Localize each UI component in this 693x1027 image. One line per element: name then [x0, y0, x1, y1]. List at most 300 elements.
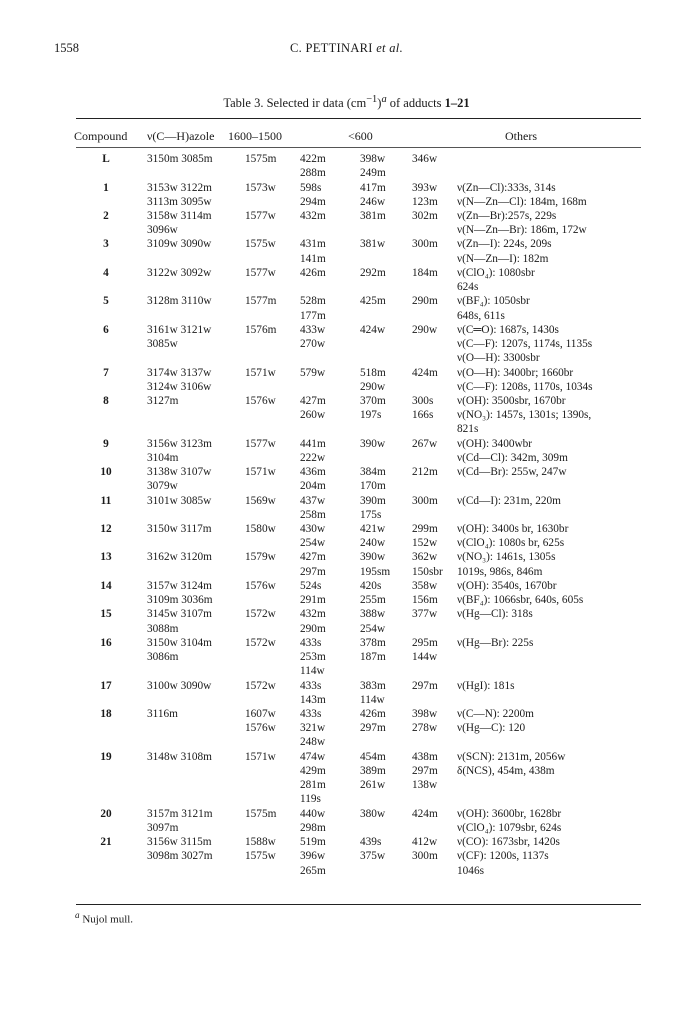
cell-c3: 377w [412, 608, 438, 621]
table-row [0, 465, 693, 480]
cell-azole: 3096w [147, 224, 178, 237]
cell-c3: 412w [412, 836, 438, 848]
table-row [0, 351, 693, 366]
cell-c1: 524s [300, 579, 322, 592]
cell-r1600: 1571w [245, 366, 276, 379]
cell-c2: 417m [360, 181, 386, 194]
cell-c1: 297m [300, 565, 326, 578]
cell-c1: 432m [300, 209, 326, 222]
caption-footnote-mark: a [381, 94, 387, 105]
cell-azole: 3124w 3106w [147, 380, 212, 393]
cell-r1600: 1576w [245, 579, 276, 592]
table-row [0, 636, 693, 651]
table-row [0, 166, 693, 181]
cell-c3: 212m [412, 466, 438, 479]
cell-others: ν(Cd—Cl): 342m, 309m [457, 451, 568, 464]
cell-c3: 144w [412, 651, 438, 663]
cell-c1: 433s [300, 636, 322, 649]
cell-c3: 297m [412, 764, 438, 777]
cell-c1: 291m [300, 594, 326, 607]
caption-prefix: Table 3. Selected ir data (cm [223, 96, 367, 111]
cell-compound: 9 [103, 437, 109, 450]
cell-r1600: 1579w [245, 551, 276, 564]
cell-c3: 424m [412, 807, 438, 820]
cell-c2: 420s [360, 579, 382, 592]
cell-r1600: 1588w [245, 836, 276, 848]
cell-c2: 390m [360, 494, 386, 507]
cell-c1: 427m [300, 394, 326, 407]
cell-others: 821s [457, 423, 479, 436]
cell-compound: 1 [103, 181, 109, 194]
cell-c1: 222w [300, 451, 326, 464]
cell-r1600: 1569w [245, 494, 276, 507]
cell-c2: 240w [360, 537, 386, 550]
table-row [0, 721, 693, 736]
cell-c2: 297m [360, 722, 386, 735]
cell-compound: 19 [100, 750, 112, 763]
cell-others: ν(C—N): 2200m [457, 708, 534, 720]
cell-azole: 3145w 3107m [147, 608, 212, 621]
cell-c1: 119s [300, 793, 321, 806]
cell-c2: 254w [360, 622, 386, 635]
cell-others: ν(OH): 3400wbr [457, 437, 533, 450]
cell-c1: 433w [300, 323, 326, 336]
cell-c1: 270w [300, 338, 326, 350]
table-row [0, 693, 693, 708]
cell-c2: 398w [360, 153, 386, 165]
cell-compound: 2 [103, 209, 109, 222]
cell-compound: 14 [100, 579, 112, 592]
caption-post: of adducts [386, 96, 445, 111]
cell-others: ν(HgI): 181s [457, 679, 515, 692]
cell-c1: 114w [300, 665, 325, 678]
cell-c3: 184m [412, 266, 438, 279]
cell-c1: 321w [300, 722, 326, 735]
table-row [0, 252, 693, 267]
cell-c3: 393w [412, 181, 438, 194]
cell-azole: 3161w 3121w [147, 323, 212, 336]
table-row [0, 735, 693, 750]
cell-others: ν(Hg—Cl): 318s [457, 608, 533, 621]
cell-others: ν(Hg—C): 120 [457, 722, 526, 735]
col-header-compound: Compound [74, 129, 128, 143]
page-number: 1558 [54, 41, 79, 55]
table-row [0, 294, 693, 309]
cell-azole: 3150m 3085m [147, 153, 213, 165]
cell-c1: 426m [300, 266, 326, 279]
cell-compound: 15 [100, 608, 112, 621]
cell-c2: 255m [360, 594, 386, 607]
table-row [0, 664, 693, 679]
table-row [0, 607, 693, 622]
cell-r1600: 1577w [245, 266, 276, 279]
cell-r1600: 1577w [245, 437, 276, 450]
cell-c1: 298m [300, 821, 326, 834]
cell-c1: 258m [300, 508, 326, 521]
cell-others: ν(OH): 3540s, 1670br [457, 579, 557, 592]
cell-compound: 17 [100, 679, 112, 692]
cell-compound: 8 [103, 394, 109, 407]
cell-azole: 3156w 3115m [147, 836, 212, 848]
cell-r1600: 1577w [245, 209, 276, 222]
cell-c3: 302m [412, 209, 438, 222]
table-row [0, 764, 693, 779]
cell-others: ν(ClO₄): 1080s br, 625s [457, 537, 565, 550]
cell-compound: 3 [103, 238, 109, 251]
cell-c3: 300m [412, 238, 438, 251]
cell-c2: 425m [360, 295, 386, 308]
cell-c1: 441m [300, 437, 326, 450]
cell-r1600: 1575w [245, 850, 276, 863]
running-header [0, 41, 693, 56]
cell-c2: 378m [360, 636, 386, 649]
cell-c1: 431m [300, 238, 326, 251]
cell-c3: 152w [412, 537, 438, 550]
cell-azole: 3148w 3108m [147, 750, 212, 763]
cell-c3: 358w [412, 579, 438, 592]
table-row [0, 650, 693, 665]
cell-others: ν(O—H): 3400br; 1660br [457, 366, 574, 379]
table-caption [0, 94, 693, 111]
table-row [0, 280, 693, 295]
table-row [0, 451, 693, 466]
cell-c1: 265m [300, 864, 326, 877]
cell-c3: 166s [412, 409, 434, 422]
table-row [0, 366, 693, 381]
cell-r1600: 1575m [245, 807, 277, 820]
cell-azole: 3150w 3104m [147, 636, 212, 649]
cell-c3: 150sbr [412, 565, 443, 578]
cell-azole: 3162w 3120m [147, 551, 212, 564]
table-header-rule [76, 147, 641, 148]
cell-c2: 380w [360, 807, 386, 820]
table-row [0, 337, 693, 352]
caption-range: 1–21 [444, 96, 470, 111]
cell-azole: 3138w 3107w [147, 466, 212, 479]
cell-c1: 427m [300, 551, 326, 564]
table-row [0, 223, 693, 238]
cell-others: ν(ClO₄): 1079sbr, 624s [457, 821, 562, 834]
cell-azole: 3158w 3114m [147, 209, 212, 222]
cell-c1: 436m [300, 466, 326, 479]
cell-azole: 3098m 3027m [147, 850, 213, 863]
table-row [0, 181, 693, 196]
cell-azole: 3116m [147, 708, 178, 720]
col-header-below600: <600 [348, 129, 373, 143]
table-row [0, 422, 693, 437]
cell-c3: 290w [412, 323, 438, 336]
authors-suffix: et al. [376, 41, 403, 55]
cell-c1: 528m [300, 295, 326, 308]
cell-c1: 437w [300, 494, 326, 507]
cell-c3: 138w [412, 779, 438, 792]
cell-azole: 3109w 3090w [147, 238, 212, 251]
table-row [0, 152, 693, 167]
cell-c3: 300m [412, 850, 438, 863]
cell-others: 624s [457, 281, 479, 294]
cell-c1: 429m [300, 764, 326, 777]
cell-c3: 398w [412, 708, 438, 720]
cell-azole: 3104m [147, 451, 179, 464]
cell-azole: 3128m 3110w [147, 295, 212, 308]
table-row [0, 323, 693, 338]
cell-r1600: 1576w [245, 394, 276, 407]
cell-r1600: 1577m [245, 295, 277, 308]
cell-c2: 197s [360, 409, 382, 422]
cell-c1: 396w [300, 850, 326, 863]
cell-r1600: 1571w [245, 466, 276, 479]
footnote-text: Nujol mull. [79, 913, 134, 926]
table-row [0, 835, 693, 850]
cell-azole: 3085w [147, 338, 178, 350]
table-row [0, 807, 693, 822]
cell-others: ν(Zn—Cl):333s, 314s [457, 181, 556, 194]
cell-others: ν(NO₃): 1457s, 1301s; 1390s, [457, 409, 592, 422]
cell-c2: 187m [360, 651, 386, 663]
cell-azole: 3156w 3123m [147, 437, 212, 450]
cell-others: ν(BF₄): 1066sbr, 640s, 605s [457, 594, 584, 607]
cell-c3: 346w [412, 153, 438, 165]
cell-compound: 6 [103, 323, 109, 336]
cell-others: 1019s, 986s, 846m [457, 565, 543, 578]
cell-c2: 424w [360, 323, 386, 336]
cell-c2: 246w [360, 195, 386, 208]
cell-others: ν(Zn—Br):257s, 229s [457, 209, 557, 222]
cell-azole: 3174w 3137w [147, 366, 212, 379]
cell-c3: 300m [412, 494, 438, 507]
table-row [0, 550, 693, 565]
cell-c2: 114w [360, 693, 385, 706]
table-row [0, 679, 693, 694]
col-header-azole: ν(C—H)azole [147, 129, 215, 143]
cell-r1600: 1572w [245, 608, 276, 621]
cell-c2: 381m [360, 209, 386, 222]
cell-c1: 432m [300, 608, 326, 621]
table-row [0, 536, 693, 551]
cell-azole: 3079w [147, 480, 178, 493]
cell-c3: 424m [412, 366, 438, 379]
cell-c3: 362w [412, 551, 438, 564]
cell-c2: 249m [360, 167, 386, 180]
cell-c3: 300s [412, 394, 434, 407]
cell-c1: 260w [300, 409, 326, 422]
cell-compound: 18 [100, 708, 112, 720]
cell-r1600: 1576m [245, 323, 277, 336]
table-row [0, 309, 693, 324]
table-row [0, 750, 693, 765]
cell-c1: 433s [300, 708, 322, 720]
cell-c2: 170m [360, 480, 386, 493]
cell-c2: 375w [360, 850, 386, 863]
cell-r1600: 1571w [245, 750, 276, 763]
table-row [0, 479, 693, 494]
table-row [0, 237, 693, 252]
cell-azole: 3127m [147, 394, 179, 407]
cell-c1: 433s [300, 679, 322, 692]
table-row [0, 266, 693, 281]
table-row [0, 437, 693, 452]
table-row [0, 508, 693, 523]
cell-others: δ(NCS), 454m, 438m [457, 764, 555, 777]
cell-c2: 454m [360, 750, 386, 763]
cell-r1600: 1572w [245, 636, 276, 649]
cell-compound: 7 [103, 366, 109, 379]
cell-c1: 288m [300, 167, 326, 180]
table-row [0, 778, 693, 793]
table-row [0, 494, 693, 509]
cell-others: ν(SCN): 2131m, 2056w [457, 750, 566, 763]
cell-c2: 390w [360, 437, 386, 450]
cell-r1600: 1575w [245, 238, 276, 251]
cell-r1600: 1607w [245, 708, 276, 720]
cell-c2: 383m [360, 679, 386, 692]
cell-c2: 381w [360, 238, 386, 251]
cell-c2: 421w [360, 523, 386, 535]
cell-others: ν(Cd—I): 231m, 220m [457, 494, 561, 507]
cell-c1: 141m [300, 252, 326, 265]
cell-azole: 3122w 3092w [147, 266, 212, 279]
cell-compound: 11 [100, 494, 112, 507]
cell-c1: 204m [300, 480, 326, 493]
cell-compound: 13 [100, 551, 112, 564]
table-row [0, 565, 693, 580]
cell-c2: 261w [360, 779, 386, 792]
cell-c2: 370m [360, 394, 386, 407]
caption-unit-exponent: −1 [366, 94, 378, 105]
cell-others: ν(O—H): 3300sbr [457, 352, 540, 365]
cell-c1: 254w [300, 537, 326, 550]
cell-c1: 598s [300, 181, 322, 194]
col-header-range: 1600–1500 [228, 129, 282, 143]
cell-azole: 3101w 3085w [147, 494, 212, 507]
cell-c2: 389m [360, 764, 386, 777]
cell-c2: 426m [360, 708, 386, 720]
cell-compound: 5 [103, 295, 109, 308]
cell-c1: 440w [300, 807, 326, 820]
cell-r1600: 1573w [245, 181, 276, 194]
cell-c2: 439s [360, 836, 382, 848]
cell-c3: 297m [412, 679, 438, 692]
table-row [0, 821, 693, 836]
cell-azole: 3088m [147, 622, 179, 635]
cell-others: ν(CF): 1200s, 1137s [457, 850, 549, 863]
cell-c2: 390w [360, 551, 386, 564]
table-row [0, 593, 693, 608]
cell-c2: 195sm [360, 565, 391, 578]
cell-others: ν(BF₄): 1050sbr [457, 295, 530, 308]
cell-c1: 290m [300, 622, 326, 635]
cell-azole: 3086m [147, 651, 179, 663]
cell-others: ν(OH): 3600br, 1628br [457, 807, 562, 820]
cell-others: ν(N—Zn—Br): 186m, 172w [457, 224, 587, 237]
cell-azole: 3150w 3117m [147, 523, 212, 535]
cell-compound: 12 [100, 523, 112, 535]
cell-r1600: 1580w [245, 523, 276, 535]
cell-compound: 10 [100, 466, 112, 479]
table-row [0, 522, 693, 537]
cell-r1600: 1576w [245, 722, 276, 735]
cell-c2: 292m [360, 266, 386, 279]
col-header-others: Others [505, 129, 537, 143]
cell-c2: 518m [360, 366, 386, 379]
cell-r1600: 1572w [245, 679, 276, 692]
cell-others: ν(CO): 1673sbr, 1420s [457, 836, 560, 848]
cell-others: 648s, 611s [457, 309, 505, 322]
cell-others: ν(Zn—I): 224s, 209s [457, 238, 552, 251]
cell-azole: 3109m 3036m [147, 594, 213, 607]
cell-compound: 21 [100, 836, 112, 848]
cell-c1: 248w [300, 736, 326, 749]
cell-azole: 3157m 3121m [147, 807, 213, 820]
cell-c2: 290w [360, 380, 386, 393]
cell-r1600: 1575m [245, 153, 277, 165]
cell-others: ν(NO₃): 1461s, 1305s [457, 551, 556, 564]
table-row [0, 408, 693, 423]
cell-c1: 519m [300, 836, 326, 848]
cell-c3: 438m [412, 750, 438, 763]
cell-azole: 3153w 3122m [147, 181, 212, 194]
cell-azole: 3157w 3124m [147, 579, 212, 592]
cell-c3: 290m [412, 295, 438, 308]
cell-c1: 474w [300, 750, 326, 763]
table-row [0, 579, 693, 594]
cell-compound: 4 [103, 266, 109, 279]
cell-others: ν(N—Zn—Cl): 184m, 168m [457, 195, 587, 208]
cell-others: ν(N—Zn—I): 182m [457, 252, 549, 265]
footnote [75, 910, 133, 926]
table-row [0, 792, 693, 807]
cell-others: ν(Cd—Br): 255w, 247w [457, 466, 567, 479]
table-row [0, 195, 693, 210]
table-row [0, 849, 693, 864]
authors: C. PETTINARI [290, 41, 373, 55]
cell-c1: 281m [300, 779, 326, 792]
cell-compound: 16 [100, 636, 112, 649]
cell-azole: 3097m [147, 821, 179, 834]
cell-c1: 579w [300, 366, 326, 379]
cell-azole: 3113m 3095w [147, 195, 212, 208]
cell-others: ν(C—F): 1208s, 1170s, 1034s [457, 380, 593, 393]
cell-c1: 294m [300, 195, 326, 208]
cell-c2: 384m [360, 466, 386, 479]
cell-c3: 123m [412, 195, 438, 208]
cell-c1: 177m [300, 309, 326, 322]
cell-c3: 156m [412, 594, 438, 607]
table-row [0, 622, 693, 637]
cell-c2: 175s [360, 508, 382, 521]
caption-mid: ) [377, 96, 382, 111]
table-row [0, 864, 693, 879]
cell-c3: 299m [412, 523, 438, 535]
cell-others: 1046s [457, 864, 484, 877]
cell-others: ν(C—F): 1207s, 1174s, 1135s [457, 338, 593, 350]
cell-c3: 278w [412, 722, 438, 735]
cell-azole: 3100w 3090w [147, 679, 212, 692]
table-row [0, 209, 693, 224]
footnote-mark: a [75, 910, 80, 920]
cell-others: ν(OH): 3500sbr, 1670br [457, 394, 566, 407]
table-row [0, 394, 693, 409]
cell-c1: 430w [300, 523, 326, 535]
cell-c2: 388w [360, 608, 386, 621]
cell-c1: 253m [300, 651, 326, 663]
cell-c3: 295m [412, 636, 438, 649]
cell-c3: 267w [412, 437, 438, 450]
cell-others: ν(ClO₄): 1080sbr [457, 266, 535, 279]
table-top-rule [76, 118, 641, 119]
table-row [0, 380, 693, 395]
table-row [0, 707, 693, 722]
